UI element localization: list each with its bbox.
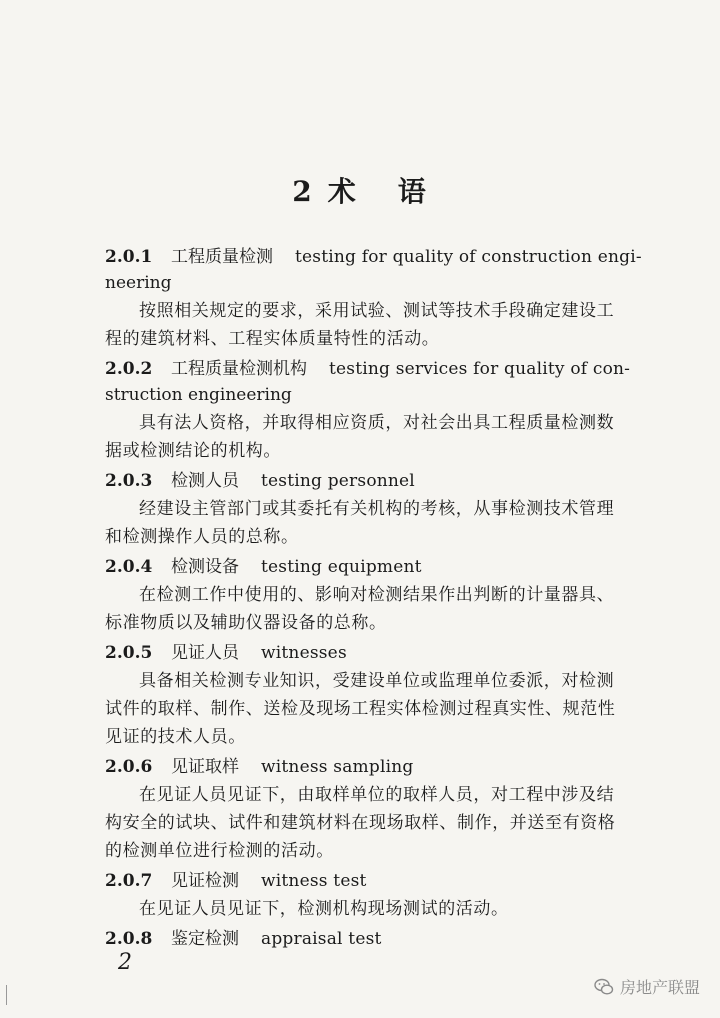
term-heading [105, 867, 625, 895]
term-chinese: 见证人员 [171, 643, 239, 663]
clause-number: 2.0.4 [105, 557, 153, 577]
clause-number: 2.0.5 [105, 643, 153, 663]
chapter-number: 2 [292, 175, 314, 208]
scan-edge-mark [6, 985, 7, 1005]
term-english: testing equipment [261, 557, 422, 577]
chapter-title-part1: 术 [327, 175, 358, 208]
clause-number: 2.0.7 [105, 871, 153, 891]
term-chinese: 工程质量检测机构 [171, 359, 307, 379]
term-english: witness sampling [261, 757, 414, 777]
term-definition: 按照相关规定的要求，采用试验、测试等技术手段确定建设工程的建筑材料、工程实体质量特性的活动。 [105, 301, 615, 349]
wechat-logo-icon [594, 977, 614, 997]
chapter-title [0, 170, 720, 210]
term-entry [105, 243, 642, 353]
term-english-continued: neering [105, 273, 172, 293]
term-chinese: 工程质量检测 [171, 247, 273, 267]
term-english: witness test [261, 871, 367, 891]
chapter-title-part2: 语 [397, 175, 428, 208]
term-heading [105, 639, 625, 667]
term-english: witnesses [261, 643, 347, 663]
term-heading [105, 467, 625, 495]
term-english: testing for quality of construction engi- [295, 247, 642, 267]
watermark-text: 房地产联盟 [619, 978, 700, 997]
page-number: 2 [118, 950, 132, 975]
term-definition: 经建设主管部门或其委托有关机构的考核，从事检测技术管理和检测操作人员的总称。 [105, 499, 615, 547]
term-chinese: 检测设备 [171, 557, 239, 577]
clause-number: 2.0.6 [105, 757, 153, 777]
clause-number: 2.0.2 [105, 359, 153, 379]
term-definition: 在见证人员见证下，由取样单位的取样人员，对工程中涉及结构安全的试块、试件和建筑材料在现场取样、制作，并送至有资格的检测单位进行检测的活动。 [105, 785, 616, 861]
term-entry [105, 639, 625, 751]
term-definition: 具备相关检测专业知识，受建设单位或监理单位委派，对检测试件的取样、制作、送检及现场工程实体检测过程真实性、规范性见证的技术人员。 [105, 671, 616, 747]
term-entry [105, 355, 631, 465]
term-entry [105, 925, 625, 953]
terms-list [105, 243, 642, 953]
term-entry [105, 553, 625, 637]
term-heading [105, 243, 642, 271]
clause-number: 2.0.3 [105, 471, 153, 491]
term-english: testing services for quality of con- [329, 359, 631, 379]
term-english: appraisal test [261, 929, 382, 949]
clause-number: 2.0.8 [105, 929, 153, 949]
watermark [594, 975, 700, 998]
term-chinese: 见证检测 [171, 871, 239, 891]
term-definition: 在检测工作中使用的、影响对检测结果作出判断的计量器具、标准物质以及辅助仪器设备的总称。 [105, 585, 615, 633]
term-heading [105, 925, 625, 953]
term-entry [105, 467, 625, 551]
term-english: testing personnel [261, 471, 415, 491]
term-chinese: 见证取样 [171, 757, 239, 777]
term-chinese: 鉴定检测 [171, 929, 239, 949]
term-chinese: 检测人员 [171, 471, 239, 491]
term-heading [105, 355, 631, 383]
term-entry [105, 753, 625, 865]
term-english-continued: struction engineering [105, 385, 292, 405]
term-heading [105, 553, 625, 581]
clause-number: 2.0.1 [105, 247, 153, 267]
term-definition: 具有法人资格，并取得相应资质，对社会出具工程质量检测数据或检测结论的机构。 [105, 413, 615, 461]
term-definition: 在见证人员见证下，检测机构现场测试的活动。 [139, 899, 509, 919]
term-heading [105, 753, 625, 781]
term-entry [105, 867, 625, 923]
